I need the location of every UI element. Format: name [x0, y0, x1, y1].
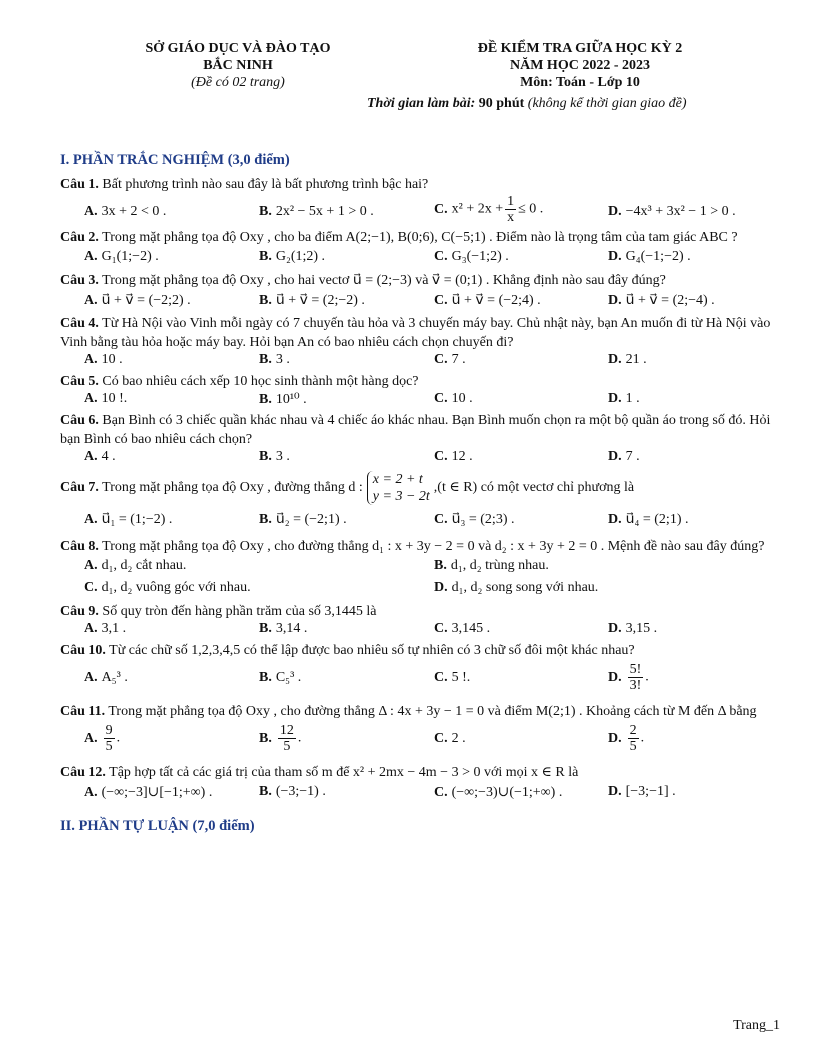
option-d[interactable]: D. G₄(−1;−2) .	[608, 249, 691, 264]
option-a[interactable]: A. 4 .	[84, 449, 116, 464]
option-a[interactable]: A. u⃗₁ = (1;−2) .	[84, 512, 173, 527]
options-6	[60, 449, 780, 469]
time-value: 90 phút	[478, 96, 525, 111]
equation-system: x = 2 + t y = 3 − 2t	[367, 471, 430, 505]
org-line2: BẮC NINH	[203, 58, 273, 73]
options-10	[60, 660, 780, 700]
option-a[interactable]: A. 3x + 2 < 0 .	[84, 204, 167, 219]
option-a[interactable]: A. G₁(1;−2) .	[84, 249, 159, 264]
option-c[interactable]: C. 2 .	[434, 731, 466, 746]
option-d[interactable]: D. 21 .	[608, 352, 647, 367]
option-b[interactable]: B. 3 .	[259, 449, 290, 464]
option-d[interactable]: D. 7 .	[608, 449, 640, 464]
school-year: NĂM HỌC 2022 - 2023	[510, 58, 650, 73]
option-a[interactable]: A. 3,1 .	[84, 621, 127, 636]
question-12: Câu 12. Tập hợp tất cả các giá trị của tham số m để x² + 2mx − 4m − 3 > 0 với mọi x ∈ R là	[60, 765, 579, 780]
option-c[interactable]: C. 12 .	[434, 449, 473, 464]
option-c[interactable]: C. u⃗ + v⃗ = (−2;4) .	[434, 293, 541, 308]
question-1: Câu 1. Bất phương trình nào sau đây là bất phương trình bậc hai?	[60, 177, 429, 192]
option-a[interactable]: A. $\frac{9}{5}$ .	[84, 723, 121, 754]
time-line	[367, 96, 687, 112]
subject: Môn: Toán - Lớp 10	[520, 75, 640, 90]
fraction: $\frac{9}{5}$	[105, 723, 113, 754]
question-6: Câu 6. Bạn Bình có 3 chiếc quần khác nhau và 4 chiếc áo khác nhau. Bạn Bình muốn chọn ra một bộ quần áo trong số đó. Hỏi bạn Bình có bao nhiêu cách chọn?	[60, 413, 771, 447]
option-c[interactable]: C. 7 .	[434, 352, 466, 367]
options-7	[60, 505, 780, 531]
org-note: (Đề có 02 trang)	[191, 75, 285, 90]
org-line1: SỞ GIÁO DỤC VÀ ĐÀO TẠO	[145, 41, 331, 56]
option-c[interactable]: C. d₁, d₂ vuông góc với nhau.	[84, 580, 251, 595]
question-2: Câu 2. Trong mặt phẳng tọa độ Oxy , cho ba điểm A(2;−1), B(0;6), C(−5;1) . Điểm nào là trọng tâm của tam giác ABC ?	[60, 230, 738, 245]
option-a[interactable]: A. u⃗ + v⃗ = (−2;2) .	[84, 293, 191, 308]
question-5: Câu 5. Có bao nhiêu cách xếp 10 học sinh thành một hàng dọc?	[60, 374, 419, 389]
option-b[interactable]: B. u⃗ + v⃗ = (2;−2) .	[259, 293, 365, 308]
options-5	[60, 391, 780, 409]
option-b[interactable]: B. 3 .	[259, 352, 290, 367]
section-title: II. PHẦN TỰ LUẬN (7,0 điểm)	[60, 818, 255, 834]
page-number: Trang_1	[733, 1018, 780, 1033]
option-d[interactable]: D. 1 .	[608, 391, 640, 406]
question-9: Câu 9. Số quy tròn đến hàng phần trăm của số 3,1445 là	[60, 604, 377, 619]
options-1	[60, 194, 780, 226]
option-c[interactable]: C. 5 !.	[434, 670, 471, 685]
option-b[interactable]: B. 10¹⁰ .	[259, 392, 307, 407]
options-4	[60, 352, 780, 370]
option-d[interactable]: D. −4x³ + 3x² − 1 > 0 .	[608, 204, 736, 219]
option-c[interactable]: C. u⃗₃ = (2;3) .	[434, 512, 515, 527]
question-8: Câu 8. Trong mặt phẳng tọa độ Oxy , cho đường thẳng d₁ : x + 3y − 2 = 0 và d₂ : x + 3y + 2 = 0 . Mệnh đề nào sau đây đúng?	[60, 539, 765, 554]
option-a[interactable]: A. 10 .	[84, 352, 123, 367]
time-note: (không kể thời gian giao đề)	[527, 96, 687, 111]
options-8b	[60, 578, 780, 600]
option-d[interactable]: D. $\frac{5!}{3!}$ .	[608, 662, 649, 693]
header-left	[118, 40, 358, 91]
option-d[interactable]: D. $\frac{2}{5}$ .	[608, 723, 645, 754]
time-label: Thời gian làm bài:	[367, 96, 476, 111]
section-title: I. PHẦN TRẮC NGHIỆM (3,0 điểm)	[60, 152, 290, 168]
question-7: Câu 7. Trong mặt phẳng tọa độ Oxy , đường thẳng d : x = 2 + t y = 3 − 2t ,(t ∈ R) có một vectơ chỉ phương là	[60, 472, 635, 504]
options-9	[60, 621, 780, 639]
fraction: $\frac{5!}{3!}$	[629, 662, 642, 693]
option-c[interactable]: C. x² + 2x + $\frac{1}{x}$ ≤ 0 .	[434, 194, 544, 225]
option-b[interactable]: B. $\frac{12}{5}$ .	[259, 723, 302, 754]
options-2	[60, 247, 780, 269]
exam-title: ĐỀ KIỂM TRA GIỮA HỌC KỲ 2	[477, 41, 683, 56]
option-c[interactable]: C. G₃(−1;2) .	[434, 249, 509, 264]
options-8a	[60, 556, 780, 578]
option-d[interactable]: D. u⃗₄ = (2;1) .	[608, 512, 689, 527]
option-a[interactable]: A. A₅³ .	[84, 670, 128, 685]
question-3: Câu 3. Trong mặt phẳng tọa độ Oxy , cho hai vectơ u⃗ = (2;−3) và v⃗ = (0;1) . Khẳng định nào sau đây đúng?	[60, 273, 666, 288]
option-c[interactable]: C. (−∞;−3)∪(−1;+∞) .	[434, 785, 563, 800]
option-d[interactable]: D. u⃗ + v⃗ = (2;−4) .	[608, 293, 715, 308]
option-d[interactable]: D. [−3;−1] .	[608, 784, 676, 799]
option-b[interactable]: B. 3,14 .	[259, 621, 308, 636]
exam-content	[60, 152, 780, 835]
option-b[interactable]: B. C₅³ .	[259, 670, 302, 685]
fraction: $\frac{12}{5}$	[279, 723, 294, 754]
option-c[interactable]: C. 3,145 .	[434, 621, 491, 636]
option-b[interactable]: B. d₁, d₂ trùng nhau.	[434, 558, 549, 573]
options-12	[60, 782, 780, 804]
option-b[interactable]: B. (−3;−1) .	[259, 784, 326, 799]
option-d[interactable]: D. d₁, d₂ song song với nhau.	[434, 580, 599, 595]
option-c[interactable]: C. 10 .	[434, 391, 473, 406]
option-a[interactable]: A. (−∞;−3]∪[−1;+∞) .	[84, 785, 213, 800]
option-d[interactable]: D. 3,15 .	[608, 621, 658, 636]
header-right	[420, 40, 740, 91]
question-4: Câu 4. Từ Hà Nội vào Vinh mỗi ngày có 7 chuyến tàu hỏa và 3 chuyến máy bay. Chủ nhật này, bạn An muốn đi từ Hà Nội vào Vinh bằng tàu hỏa hoặc máy bay. Hỏi bạn An có bao nhiêu cách chọn chuyến đi?	[60, 316, 771, 350]
fraction: $\frac{1}{x}$	[507, 194, 515, 225]
option-a[interactable]: A. 10 !.	[84, 391, 128, 406]
fraction: $\frac{2}{5}$	[629, 723, 637, 754]
question-11: Câu 11. Trong mặt phẳng tọa độ Oxy , cho đường thẳng Δ : 4x + 3y − 1 = 0 và điểm M(2;1) . Khoảng cách từ M đến Δ bằng	[60, 704, 757, 719]
question-10: Câu 10. Từ các chữ số 1,2,3,4,5 có thể lập được bao nhiêu số tự nhiên có 3 chữ số đôi một khác nhau?	[60, 643, 635, 658]
option-b[interactable]: B. 2x² − 5x + 1 > 0 .	[259, 204, 374, 219]
options-11	[60, 721, 780, 761]
options-3	[60, 290, 780, 312]
option-b[interactable]: B. G₂(1;2) .	[259, 249, 326, 264]
option-b[interactable]: B. u⃗₂ = (−2;1) .	[259, 512, 347, 527]
option-a[interactable]: A. d₁, d₂ cắt nhau.	[84, 558, 187, 573]
